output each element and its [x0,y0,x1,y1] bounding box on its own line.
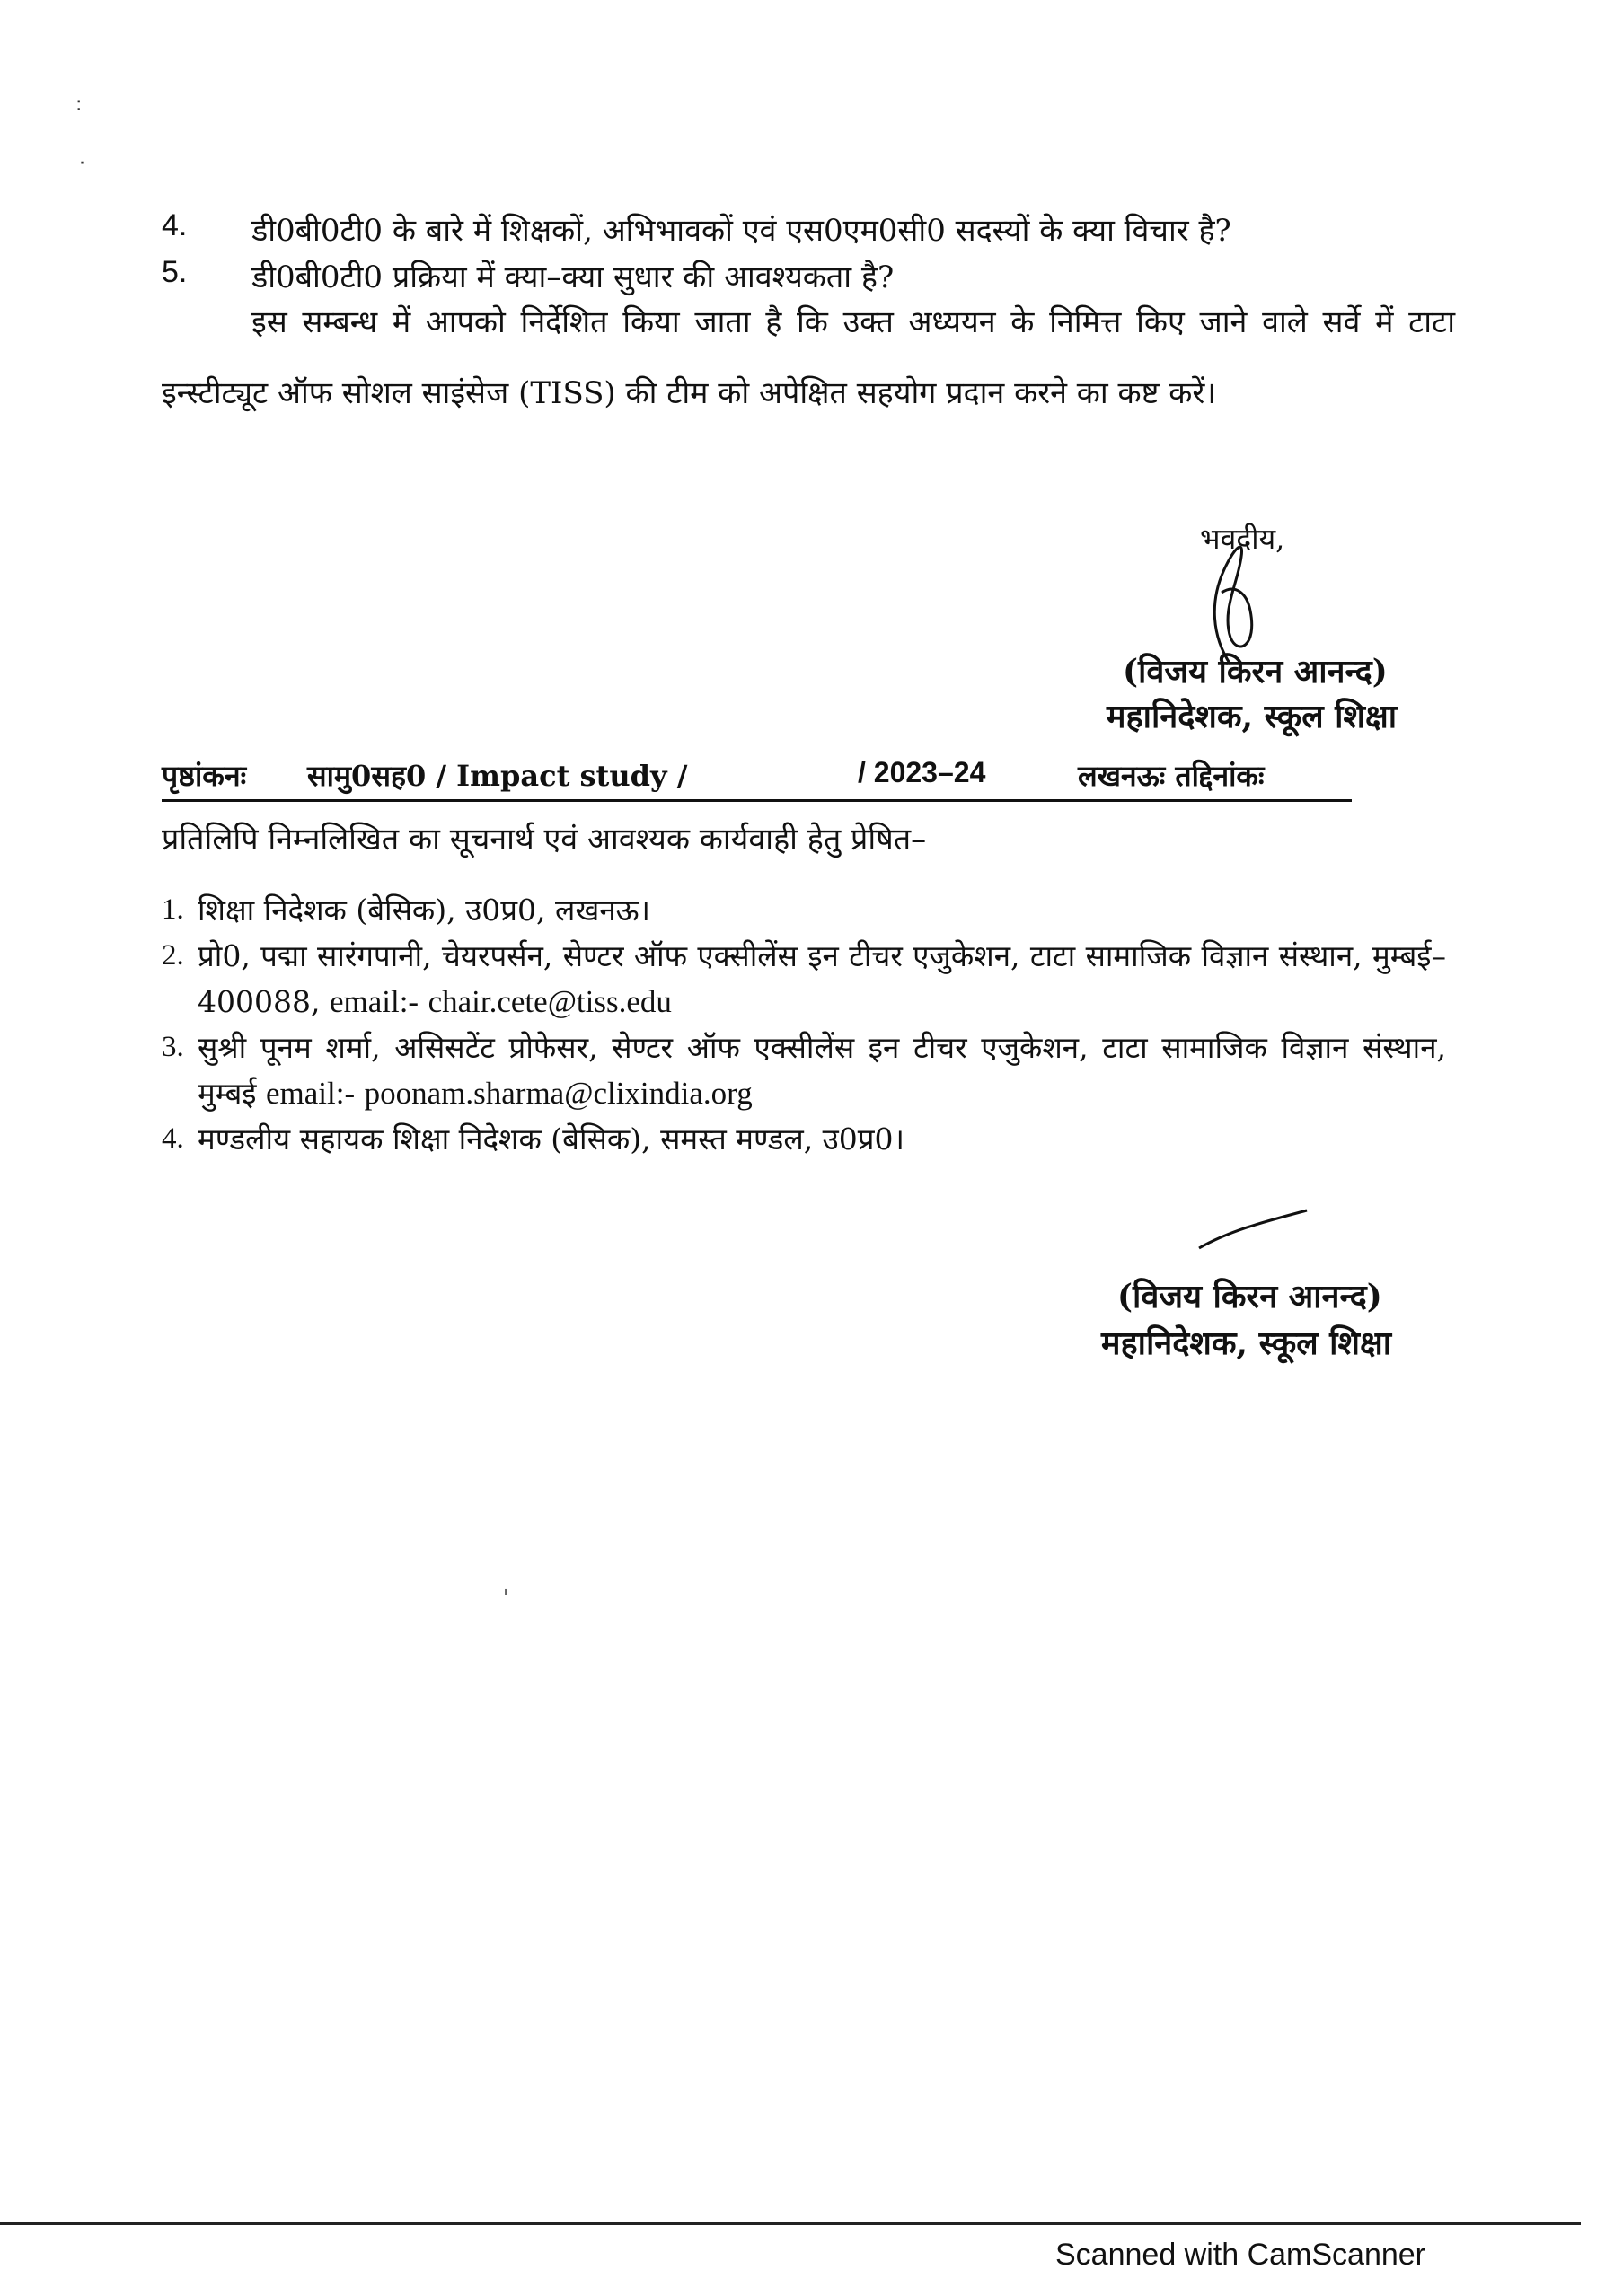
signatory-designation: महानिदेशक, स्कूल शिक्षा [1107,698,1398,735]
copy-item-text: प्रो0, पद्मा सारंगपानी, चेयरपर्सन, सेण्टर ऑफ एक्सीलेंस इन टीचर एजुकेशन, टाटा सामाजिक विज्ञान संस्थान, मुम्बई–400088, email:- chair.cete@tiss.edu [198,938,1446,1019]
copy-intro: प्रतिलिपि निम्नलिखित का सूचनार्थ एवं आवश्यक कार्यवाही हेतु प्रेषित– [162,822,927,858]
copy-list-item [162,1116,1446,1162]
question-text: डी0बी0टी0 के बारे में शिक्षकों, अभिभावकों एवं एस0एम0सी0 सदस्यों के क्या विचार है? [251,213,1231,249]
signatory-name: (विजय किरन आनन्द) [1117,1278,1382,1315]
email-label: email:- [329,984,419,1019]
signatory-designation: महानिदेशक, स्कूल शिक्षा [1101,1324,1392,1362]
copy-item-text: मण्डलीय सहायक शिक्षा निदेशक (बेसिक), समस्त मण्डल, उ0प्र0। [198,1122,905,1157]
scan-speck: ˈ [503,1588,509,1610]
closing-salutation: भवदीय, [1200,522,1285,556]
copy-item-number: 1. [162,893,184,926]
footer-divider [0,2222,1581,2225]
copy-list-item [162,933,1446,1025]
email-label: email:- [266,1076,356,1111]
reference-year: / 2023–24 [858,756,986,788]
scanner-watermark: Scanned with CamScanner [1055,2238,1426,2272]
copy-item-text: शिक्षा निदेशक (बेसिक), उ0प्र0, लखनऊ। [198,893,651,928]
copy-item-number: 4. [162,1122,184,1155]
copy-item-text: सुश्री पूनम शर्मा, असिसटेंट प्रोफेसर, सेण्टर ऑफ एक्सीलेंस इन टीचर एजुकेशन, टाटा सामाजिक विज्ञान संस्थान, मुम्बई email:- poonam.sharma@clixindia.org [198,1030,1446,1111]
copy-item-number: 3. [162,1031,184,1063]
question-number: 5. [162,255,188,289]
question-item [162,208,1231,250]
email-address[interactable]: poonam.sharma@clixindia.org [364,1076,753,1111]
handwritten-initials [1195,1203,1311,1257]
scan-speck: · [79,153,85,175]
signatory-name: (विजय किरन आनन्द) [1123,653,1388,691]
reference-number: सामु0सह0 / Impact study / [307,759,688,793]
copy-list-item [162,1025,1446,1116]
copy-item-number: 2. [162,939,184,972]
reference-line [162,756,1352,802]
instruction-paragraph: इस सम्बन्ध में आपको निर्देशित किया जाता है कि उक्त अध्ययन के निमित्त किए जाने वाले सर्वे में टाटा इन्स्टीट्यूट ऑफ सोशल साइंसेज (TISS) की टीम को अपेक्षित सहयोग प्रदान करने का कष्ट करें। [162,304,1455,411]
reference-place-date: लखनऊः तद्दिनांकः [1078,759,1265,793]
question-text: डी0बी0टी0 प्रक्रिया में क्या–क्या सुधार की आवश्यकता है? [251,260,895,295]
copy-list-item [162,887,1446,933]
question-number: 4. [162,208,188,242]
reference-label: पृष्ठांकनः [162,759,247,793]
copy-list [162,887,1446,1162]
email-address[interactable]: chair.cete@tiss.edu [428,984,672,1019]
scan-speck: : [75,93,83,116]
